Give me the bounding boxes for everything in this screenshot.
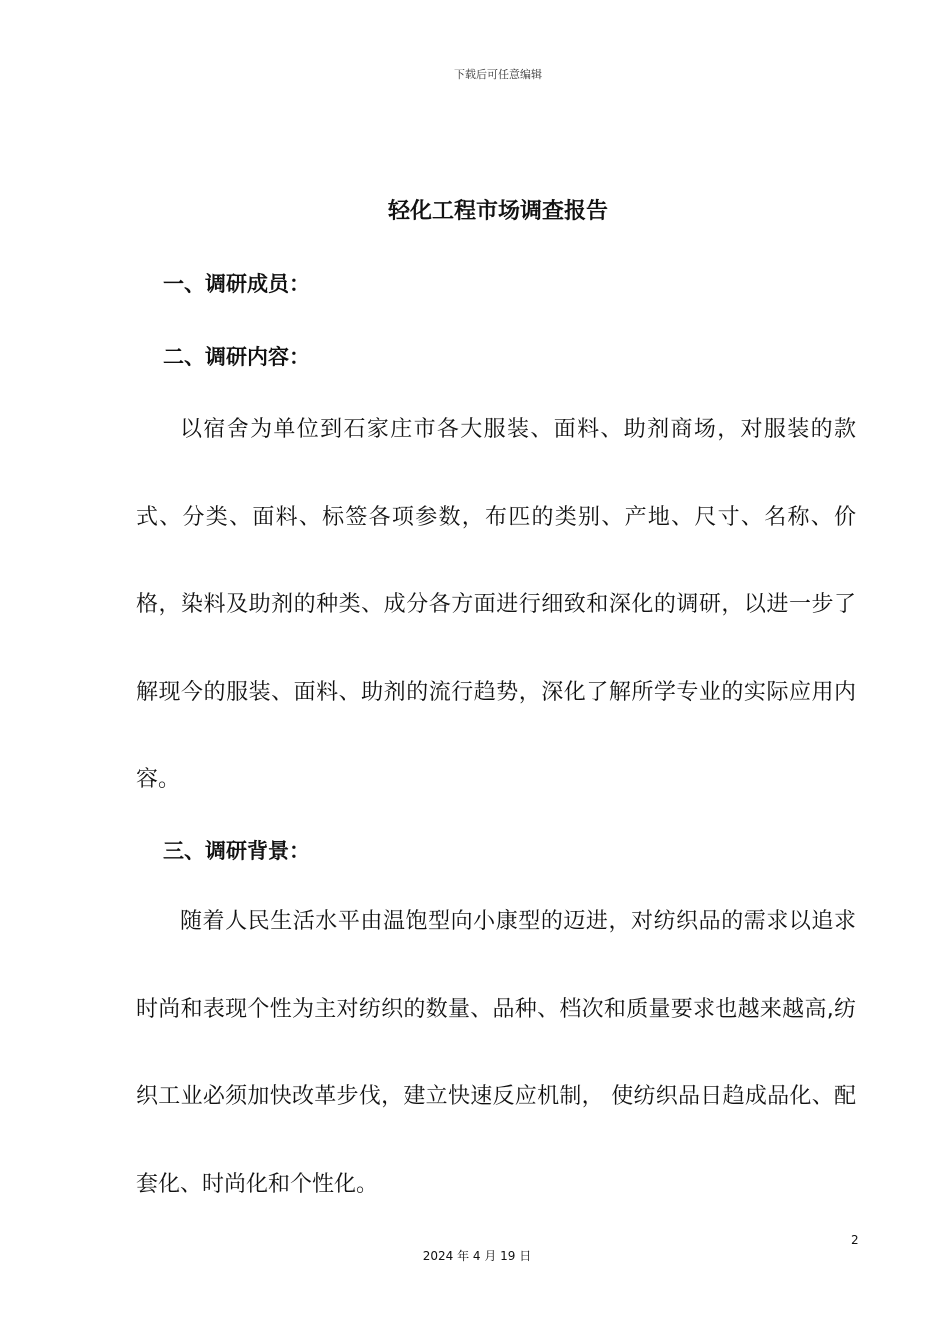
- page-number: 2: [851, 1233, 859, 1247]
- section-heading-background: 三、调研背景：: [163, 839, 310, 863]
- header-note: 下载后可任意编辑: [454, 68, 542, 81]
- footer-date: 2024 年 4 月 19 日: [422, 1249, 532, 1263]
- section-heading-members: 一、调研成员：: [163, 272, 310, 296]
- section-heading-content: 二、调研内容：: [163, 345, 310, 369]
- paragraph-background: 随着人民生活水平由温饱型向小康型的迈进，对纺织品的需求以追求时尚和表现个性为主对纺织的数量、品种、档次和质量要求也越来越高,纺织工业必须加快改革步伐，建立快速反应机制， 使纺织品日趋成品化、配套化、时尚化和个性化。: [136, 909, 856, 1197]
- paragraph-content: 以宿舍为单位到石家庄市各大服装、面料、助剂商场，对服装的款式、分类、面料、标签各项参数，布匹的类别、产地、尺寸、名称、价格，染料及助剂的种类、成分各方面进行细致和深化的调研，以进一步了解现今的服装、面料、助剂的流行趋势，深化了解所学专业的实际应用内容。: [136, 417, 856, 792]
- document-title: 轻化工程市场调查报告: [387, 199, 608, 224]
